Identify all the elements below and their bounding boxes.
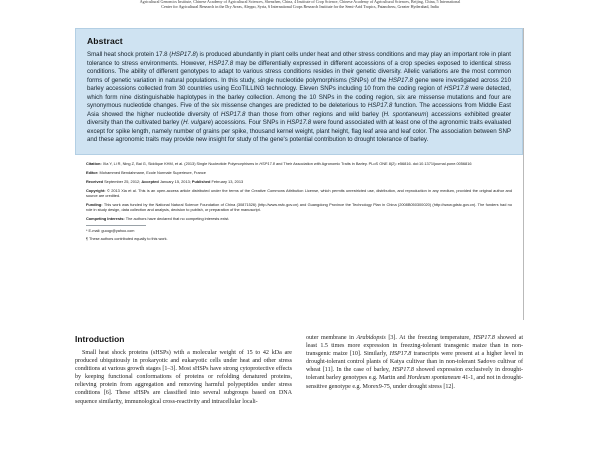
footnote-divider [86,225,146,226]
copyright-line [86,188,512,199]
article-metadata [75,161,523,245]
editor-text: Mohammed Bendahmane, Ecole Normale Superieure, France [99,169,206,175]
competing-interests-line [86,216,512,221]
received-label: Received [86,178,104,184]
citation-label: Citation: [86,161,102,166]
abstract-heading: Abstract [87,36,123,46]
introduction-heading: Introduction [75,334,125,344]
abstract-text: Small heat shock protein 17.8 (HSP17.8) is produced abundantly in plant cells under heat and other stress conditions and may play an important role in plant tolerance to stress environments. However, HSP17.8 may be differentially expressed in different accessions of a crop species exposed to identical stress conditions. The ability of different genotypes to adapt to various stress conditions resides in their genetic diversity. Allelic variations are the most common forms of genetic variation in natural populations. In this study, single nucleotide polymorphisms (SNPs) of the HSP17.8 gene were investigated across 210 barley accessions collected from 30 countries using EcoTILLING technology. Eleven SNPs including 10 from the coding region of HSP17.8 were detected, which form nine distinguishable haplotypes in the barley collection. Among the 10 SNPs in the coding region, six are missense mutations and four are synonymous nucleotide changes. Five of the six missense changes are predicted to be deleterious to HSP17.8 function. The accessions from Middle East Asia showed the higher nucleotide diversity of HSP17.8 than those from other regions and wild barley (H. spontaneum) accessions exhibited greater diversity than the cultivated barley (H. vulgare) accessions. Four SNPs in HSP17.8 were found associated with at least one of the agronomic traits evaluated except for spike length, namely number of grains per spike, thousand kernel weight, plant height, flag leaf area and leaf color. The association between SNP and these agronomic traits may provide new insight for study of the gene's potential contribution to drought tolerance of barley. [87,51,512,144]
received-text: September 25, 2012; [104,178,141,184]
accepted-label: Accepted [141,178,159,184]
email-footnote: * E-mail: guoqp@yahoo.com [86,229,135,234]
copyright-label: Copyright: [86,187,106,193]
left-column [75,334,292,409]
dates-line [86,179,512,184]
funding-line [86,202,512,213]
editor-label: Editor: [86,169,99,175]
competing-interests-text: The authors have declared that no competing interests exist. [125,216,230,222]
column-divider [523,28,524,320]
introduction-paragraph-right: outer membrane in Arabidopsis [3]. At the freezing temperature, HSP17.8 showed at least 1.5 times more expression in freezing-tolerant transgenic maize than in non-transgenic maize [10]. Similarly, HSP17.8 transcripts were present at a higher level in drought-tolerant control plants of Katya cultivar than in non-tolerant Sadovo cultivar of wheat [11]. In the case of barley, HSP17.8 showed expression exclusively in drought-tolerant barley genotypes e.g. Martin and Hordeum spontaneum 41-1, and not in drought-sensitive genotype e.g. Morex9-75, under drought stress [12]. [306,335,524,390]
citation-text: Xia Y, Li R, Ning Z, Bai G, Siddique KHM, et al. (2013) Single Nucleotide Polymorphisms in HSP17.8 and Their Association with Agronomic Traits in Barley. PLoS ONE 8(2): e56816. doi:10.1371/journal.pone.0056816 [102,161,472,166]
funding-label: Funding: [86,201,103,207]
introduction-paragraph-left: Small heat shock proteins (sHSPs) with a molecular weight of 15 to 42 kDa are produced ubiquitously in prokaryotic and eukaryotic cells under heat and other stress conditions at various growth stages [1–3]. Most sHSPs have strong cytoprotective effects by keeping functional conformations of proteins or refolding denatured proteins, relieving protein from aggregation and removing harmful polypeptides under stress conditions [6]. These sHSPs are classified into several subgroups based on DNA sequence similarity, immunological cross-reactivity and intracellular locali- [75,350,292,405]
published-label: Published [191,178,211,184]
citation-line [86,161,512,166]
equal-contribution-footnote: ¶ These authors contributed equally to this work. [86,237,168,242]
editor-line [86,170,512,175]
accepted-text: January 15, 2013; [159,178,191,184]
competing-interests-label: Competing Interests: [86,216,125,222]
affiliation-line-clipped: Agricultural Genomics Institute, Chinese Academy of Agricultural Sciences, Shenzhen, China, 4 Institute of Crop Science, Chinese Academy of Agricultural Sciences, Beijing, China, 5 International [139,0,461,4]
abstract-box [75,28,523,155]
copyright-text: © 2013 Xia et al. This is an open-access article distributed under the terms of the Creative Commons Attribution License, which permits unrestricted use, distribution, and reproduction in any medium, provided the original author and source are credited. [86,187,512,198]
affiliation-line: Center for Agricultural Research in the Dry Areas, Aleppo, Syria, 6 International Crops Research Institute for the Semi-Arid Tropics, Patancheru, Greater Hyderabad, India [161,4,439,9]
affiliation-header [0,0,600,10]
funding-text: This work was funded by the National Natural Science Foundation of China (30871526) (http://www.nsfc.gov.cn) and Guangdong Province the Technology Plan in China (2008B050300020) (http://www.gdstc.gov.cn). The funders had no role in study design, data collection and analysis, decision to publish, or preparation of the manuscript. [86,201,512,213]
right-column [306,334,523,409]
published-text: February 13, 2013 [211,178,244,184]
body-columns [75,334,523,409]
